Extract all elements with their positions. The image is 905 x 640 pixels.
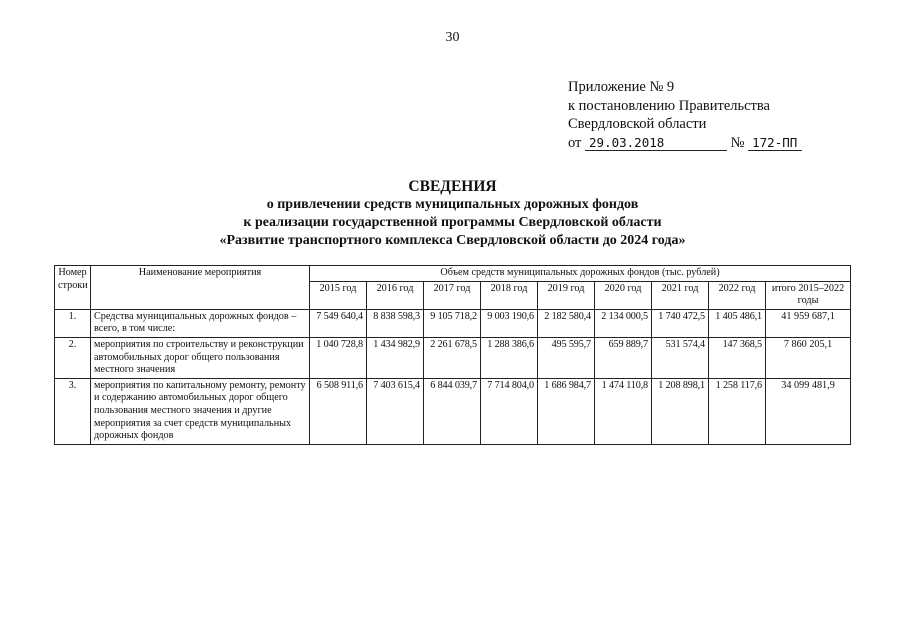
row-name: Средства муниципальных дорожных фондов – всего, в том числе: [91, 309, 310, 337]
decree-date: 29.03.2018 [585, 135, 727, 151]
row-value: 6 508 911,6 [310, 378, 367, 444]
row-value: 1 474 110,8 [595, 378, 652, 444]
row-value: 1 040 728,8 [310, 337, 367, 378]
row-value: 1 288 386,6 [481, 337, 538, 378]
header-year: 2021 год [652, 281, 709, 309]
heading-line-3: «Развитие транспортного комплекса Свердловской области до 2024 года» [219, 233, 686, 248]
row-total: 7 860 205,1 [766, 337, 851, 378]
header-year: 2022 год [709, 281, 766, 309]
row-name: мероприятия по строительству и реконструкции автомобильных дорог общего пользования местного значения [91, 337, 310, 378]
header-year: 2017 год [424, 281, 481, 309]
number-label: № [730, 134, 745, 151]
row-value: 531 574,4 [652, 337, 709, 378]
row-value: 495 595,7 [538, 337, 595, 378]
heading-line-2: к реализации государственной программы Свердловской области [243, 215, 662, 230]
row-value: 8 838 598,3 [367, 309, 424, 337]
header-line-number: Номер строки [55, 266, 91, 310]
row-value: 9 003 190,6 [481, 309, 538, 337]
row-value: 9 105 718,2 [424, 309, 481, 337]
row-total: 41 959 687,1 [766, 309, 851, 337]
header-volume: Объем средств муниципальных дорожных фондов (тыс. рублей) [310, 266, 851, 282]
row-number: 2. [55, 337, 91, 378]
row-value: 1 434 982,9 [367, 337, 424, 378]
row-value: 2 182 580,4 [538, 309, 595, 337]
document-title: СВЕДЕНИЯ [408, 178, 497, 195]
row-total: 34 099 481,9 [766, 378, 851, 444]
header-year: 2016 год [367, 281, 424, 309]
row-value: 7 714 804,0 [481, 378, 538, 444]
table-header-row-1 [55, 266, 851, 282]
table-row [55, 337, 851, 378]
row-value: 147 368,5 [709, 337, 766, 378]
row-value: 6 844 039,7 [424, 378, 481, 444]
header-year: 2020 год [595, 281, 652, 309]
appendix-title: Приложение № 9 [568, 79, 675, 95]
row-value: 1 258 117,6 [709, 378, 766, 444]
row-value: 1 208 898,1 [652, 378, 709, 444]
funds-table [54, 265, 851, 445]
appendix-block [568, 78, 802, 152]
header-name: Наименование мероприятия [91, 266, 310, 310]
row-value: 1 686 984,7 [538, 378, 595, 444]
row-value: 1 405 486,1 [709, 309, 766, 337]
row-value: 659 889,7 [595, 337, 652, 378]
decree-number: 172-ПП [748, 135, 802, 151]
table-row [55, 378, 851, 444]
row-name: мероприятия по капитальному ремонту, ремонту и содержанию автомобильных дорог общего пользования местного значения и другие мероприятия за счет средств муниципальных дорожных фондов [91, 378, 310, 444]
row-value: 1 740 472,5 [652, 309, 709, 337]
row-number: 3. [55, 378, 91, 444]
row-value: 7 403 615,4 [367, 378, 424, 444]
document-heading [0, 178, 905, 250]
row-value: 2 261 678,5 [424, 337, 481, 378]
header-year: 2018 год [481, 281, 538, 309]
heading-line-1: о привлечении средств муниципальных дорожных фондов [266, 197, 639, 212]
from-label: от [568, 134, 582, 151]
header-total: итого 2015–2022 годы [766, 281, 851, 309]
page-number: 30 [445, 30, 460, 45]
row-number: 1. [55, 309, 91, 337]
table-row [55, 309, 851, 337]
appendix-region: Свердловской области [568, 116, 707, 132]
appendix-date-line [568, 134, 802, 153]
appendix-decree: к постановлению Правительства [568, 97, 770, 114]
row-value: 2 134 000,5 [595, 309, 652, 337]
row-value: 7 549 640,4 [310, 309, 367, 337]
header-year: 2019 год [538, 281, 595, 309]
header-year: 2015 год [310, 281, 367, 309]
